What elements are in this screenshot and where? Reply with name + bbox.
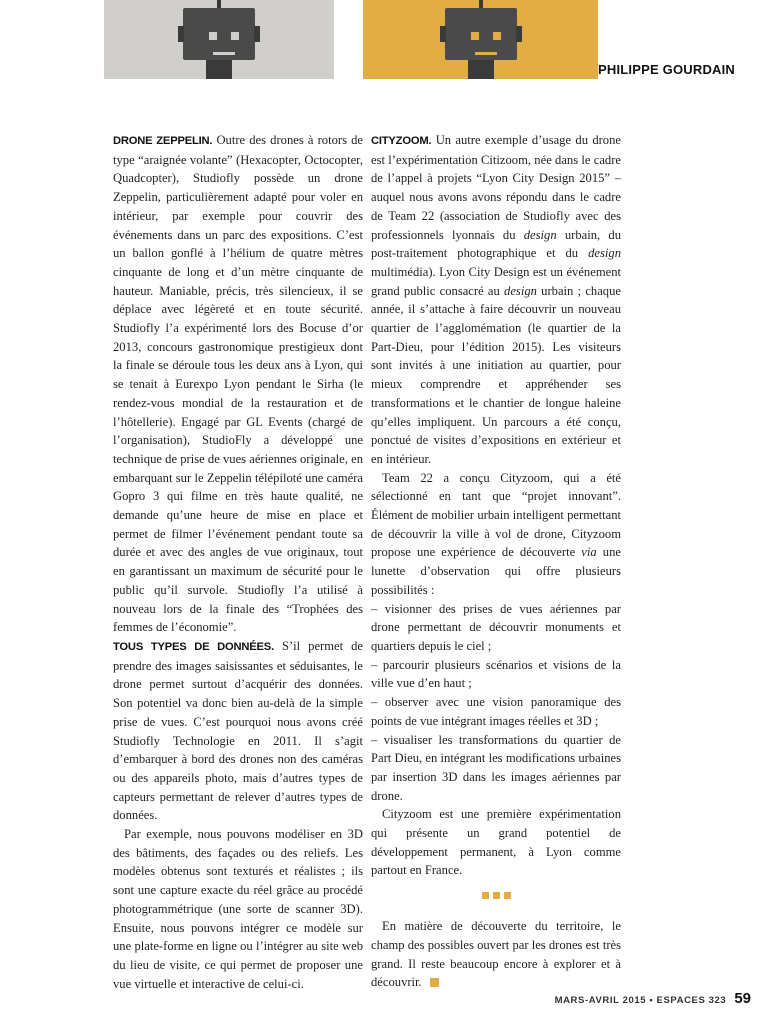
emphasis: via: [581, 545, 597, 560]
paragraph-text: urbain ; chaque année, il s’attache à faire découvrir un nouveau quartier de l’agglomémation (le quartier de la Part-Dieu, pour l’édition 2015). Les visiteurs sont invités à une initiation au quartier, pour mieux comprendre et appréhender ses transformations et le chantier de longue haleine qu’elles impliquent. Un parcours a été conçu, ponctué de visites d’expositions en extérieur et en intérieur.: [371, 283, 621, 466]
emphasis: design: [523, 227, 557, 242]
paragraph-text: Outre des drones à rotors de type “araignée volante” (Hexacopter, Octocopter, Quadcopter), Studiofly possède un drone Zeppelin, particulièrement adapté pour voler en intérieur, par exemple pour couvrir des événements dans un parc des expositions. C’est un ballon gonflé à l’hélium de quatre mètres cinquante de long et d’un mètre cinquante de hauteur. Maniable, précis, très silencieux, il se déplace avec légèreté et en toute sécurité. Studiofly l’a expérimenté lors des Bocuse d’or 2013, concours gastronomique prestigieux dont la finale se déroule tous les deux ans à Lyon, qui se tenait à Eurexpo Lyon pendant le Sirha (le rendez-vous mondial de la restauration et de l’hôtellerie). Engagé par GL Events (chargé de l’organisation), StudioFly a développé une technique de prise de vues aériennes originale, en embarquant sur le Zeppelin télépiloté une caméra Gopro 3 qui filme en très haute qualité, ne demande qu’une heure de mise en place et permet de filmer l’événement pendant toute sa durée et avec des angles de vue originaux, tout en garantissant un maximum de sécurité pour le public qu’il survole. Studiofly l’a utilisé à nouveau lors de la finale des “Trophées des femmes de l’économie”.: [113, 133, 363, 635]
paragraph-text: urbain, du post-traitement photographique et du: [371, 227, 622, 261]
author-name: PHILIPPE GOURDAIN: [598, 62, 736, 77]
section-heading: TOUS TYPES DE DONNÉES.: [113, 640, 274, 653]
paragraph-final: [371, 917, 621, 992]
list-item: – visionner des prises de vues aériennes par drone permettant de découvrir monuments et quartiers depuis le ciel ;: [371, 601, 621, 653]
paragraph-cityzoom-conclusion: Cityzoom est une première expérimentation qui présente un grand potentiel de développement permanent, à Lyon comme partout en France.: [371, 807, 621, 878]
end-of-article-mark: [430, 978, 439, 987]
paragraph-modelisation: Par exemple, nous pouvons modéliser en 3D des bâtiments, des façades ou des reliefs. Les modèles obtenus sont texturés et réalistes ; ils sont une capture exacte du réel grâce au procédé photogrammétrique (une sorte de scanner 3D). Ensuite, nous pouvons intégrer ce modèle sur une plate-forme en ligne ou l’intégrer au site web du lieu de visite, ce qui permet de proposer une vue virtuelle et interactive de celui-ci.: [113, 827, 363, 991]
paragraph-team22: [371, 469, 621, 600]
list-item: – parcourir plusieurs scénarios et visions de la ville vue d’en haut ;: [371, 657, 621, 691]
paragraph-cityzoom: [371, 131, 621, 469]
paragraph-text: Un autre exemple d’usage du drone est l’expérimentation Citizoom, née dans le cadre de l’appel à projets “Lyon City Design 2015” – auquel nous avons avons répondu dans le cadre de Team 22 (association de Studiofly avec des professionnels lyonnais du: [371, 133, 621, 242]
paragraph-text: S’il permet de prendre des images saisissantes et séduisantes, le drone permet surtout d’acquérir des données. Son potentiel va donc bien au-delà de la simple prise de vues. C’est pourquoi nous avons créé Studiofly Technologie en 2011. Il s’agit d’embarquer à bord des drones non des caméras ou des appareils photo, mais d’autres types de capteurs permettant de relever d’autres types de données.: [113, 638, 363, 823]
paragraph-drone-zeppelin: [113, 131, 363, 637]
robot-illustration-left: [104, 0, 334, 79]
robot-icon: [440, 0, 522, 79]
paragraph-text: multimédia). Lyon City Design est un événement grand public consacré au: [371, 264, 621, 298]
paragraph-text: une lunette d’observation qui offre plusieurs possibilités :: [371, 545, 621, 597]
paragraph-text: Team 22 a conçu Cityzoom, qui a été sélectionné en tant que “projet innovant”. Élément de mobilier urbain intelligent permettant de découvrir la ville à vol de drone, Cityzoom propose une expérience de découverte: [371, 470, 621, 560]
emphasis: design: [588, 246, 621, 261]
paragraph-types-de-donnees: [113, 637, 363, 825]
section-heading: CITYZOOM.: [371, 135, 432, 147]
issue-info: MARS-AVRIL 2015 • ESPACES 323: [554, 995, 727, 1006]
page-number: 59: [734, 990, 751, 1007]
page-footer: [555, 990, 751, 1008]
paragraph-text: En matière de découverte du territoire, le champ des possibles ouvert par les drones est très grand. Il reste beaucoup encore à explorer et à découvrir.: [371, 919, 621, 990]
right-column: [371, 131, 621, 992]
list-item: – visualiser les transformations du quartier de Part Dieu, en intégrant les modifications urbaines par insertion 3D dans les images aériennes par drone.: [371, 732, 621, 803]
robot-icon: [178, 0, 260, 79]
list-item: – observer avec une vision panoramique des points de vue intégrant images réelles et 3D ;: [371, 695, 621, 728]
robot-illustration-right: [363, 0, 598, 79]
left-column: [113, 131, 363, 993]
emphasis: design: [504, 283, 537, 298]
section-separator: [371, 886, 621, 896]
section-heading: DRONE ZEPPELIN.: [113, 135, 213, 147]
